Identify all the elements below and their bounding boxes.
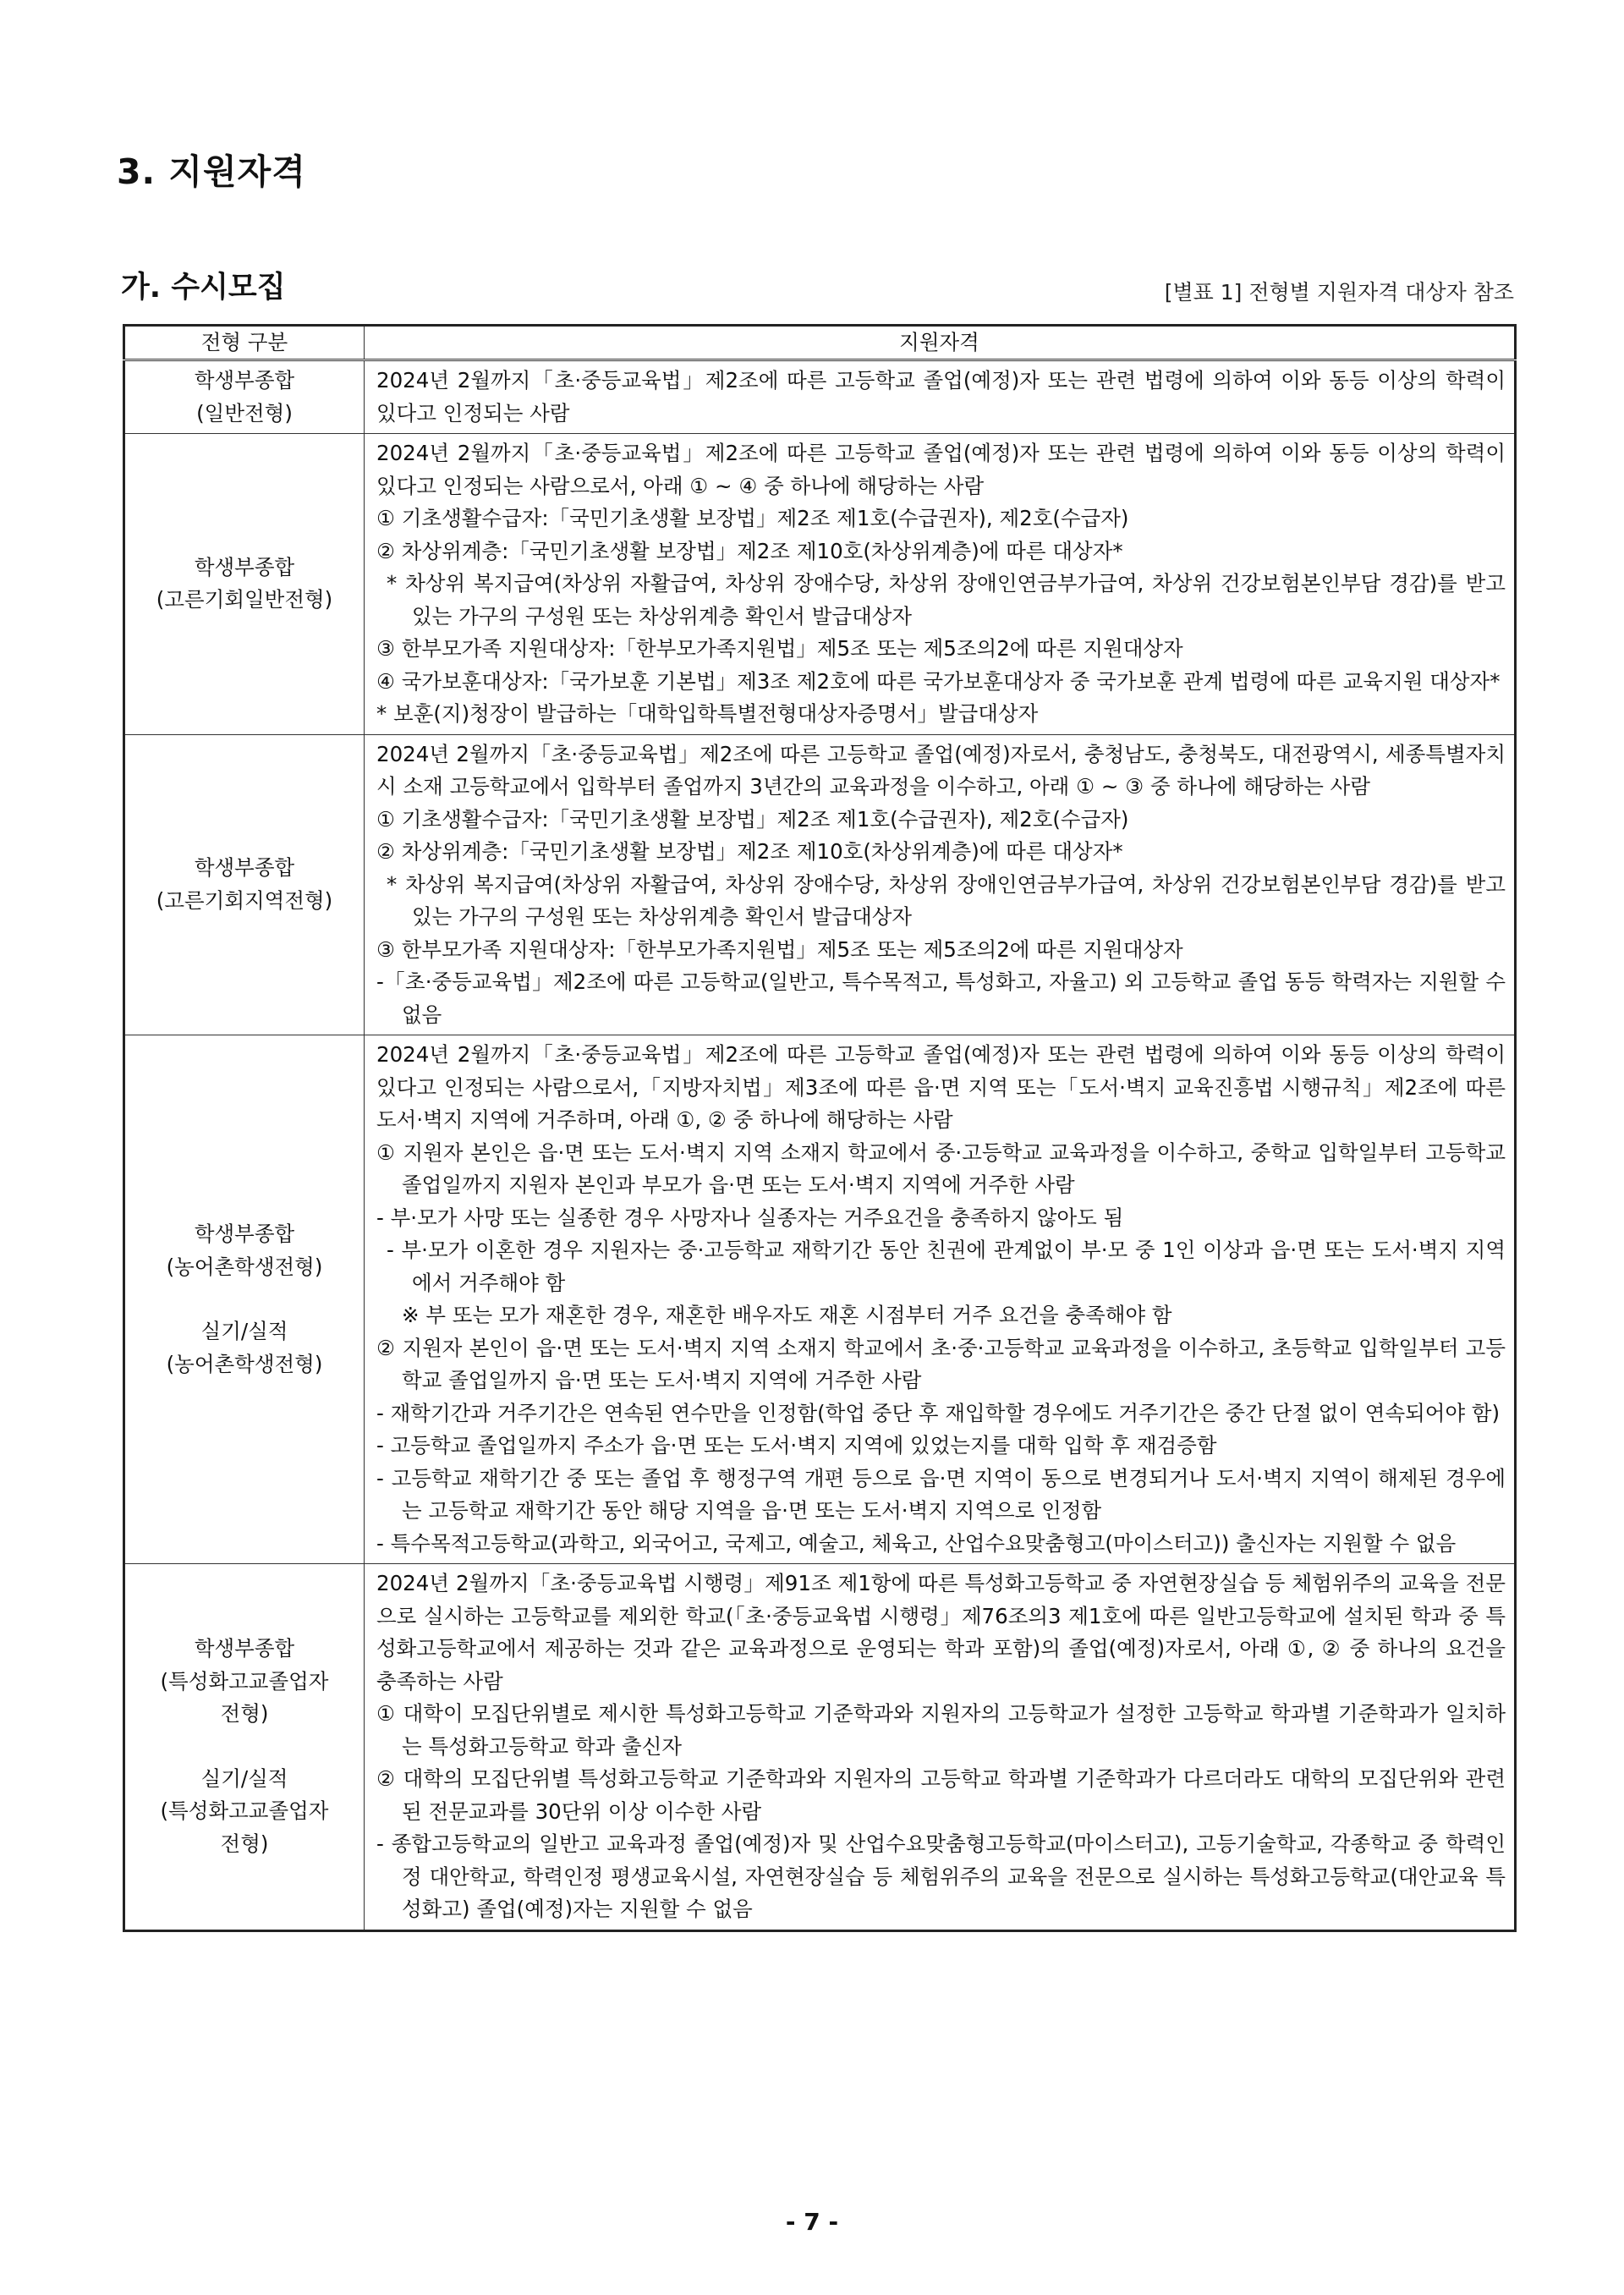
qualification-item: ② 차상위계층:「국민기초생활 보장법」제2조 제10호(차상위계층)에 따른 대상자*: [376, 538, 1123, 563]
qualification-item: - 특수목적고등학교(과학고, 외국어고, 국제고, 예술고, 체육고, 산업수요맞춤형고(마이스터고)) 출신자는 지원할 수 없음: [376, 1530, 1457, 1556]
admission-type-line: 학생부종합: [194, 1636, 295, 1661]
header-admission-type: 전형 구분: [124, 326, 365, 360]
qualification-item: ② 지원자 본인이 읍·면 또는 도서·벽지 지역 소재지 학교에서 초·중·고등학교 교육과정을 이수하고, 초등학교 입학일부터 고등학교 졸업일까지 읍·면 또는 도서·벽지 지역에 거주한 사람: [376, 1335, 1506, 1392]
qualification-item: * 보훈(지)청장이 발급하는「대학입학특별전형대상자증명서」발급대상자: [376, 701, 1039, 726]
admission-type-cell: [124, 360, 365, 434]
admission-type-line: 실기/실적: [200, 1319, 288, 1343]
admission-type-cell: [124, 734, 365, 1035]
table-header-row: [124, 326, 1516, 360]
qualification-item: ① 지원자 본인은 읍·면 또는 도서·벽지 지역 소재지 학교에서 중·고등학교 교육과정을 이수하고, 중학교 입학일부터 고등학교 졸업일까지 지원자 본인과 부모가 읍·면 또는 도서·벽지 지역에 거주한 사람: [376, 1139, 1506, 1197]
qualification-item: - 부·모가 이혼한 경우 지원자는 중·고등학교 재학기간 동안 친권에 관계없이 부·모 중 1인 이상과 읍·면 또는 도서·벽지 지역에서 거주해야 함: [387, 1238, 1506, 1295]
admission-type-line: 학생부종합: [194, 554, 295, 579]
qualification-cell: [365, 1035, 1516, 1564]
admission-type-cell: [124, 434, 365, 735]
qualification-cell: [365, 734, 1516, 1035]
admission-type-line: (특성화고교졸업자: [160, 1668, 329, 1694]
admission-type-line: (고른기회일반전형): [156, 587, 333, 612]
table-body: [124, 360, 1516, 1931]
qualification-item: * 차상위 복지급여(차상위 자활급여, 차상위 장애수당, 차상위 장애인연금부가급여, 차상위 건강보험본인부담 경감)를 받고 있는 가구의 구성원 또는 차상위계층 확인서 발급대상자: [387, 871, 1506, 929]
qualification-item: -「초·중등교육법」제2조에 따른 고등학교(일반고, 특수목적고, 특성화고, 자율고) 외 고등학교 졸업 동등 학력자는 지원할 수 없음: [376, 969, 1506, 1027]
page-number: - 7 -: [785, 2208, 839, 2236]
table-row: [124, 434, 1516, 735]
table-row: [124, 1564, 1516, 1931]
table-row: [124, 1035, 1516, 1564]
qualification-item: ① 대학이 모집단위별로 제시한 특성화고등학교 기준학과와 지원자의 고등학교가 설정한 고등학교 학과별 기준학과가 일치하는 특성화고등학교 학과 출신자: [376, 1701, 1506, 1759]
qualification-item: ① 기초생활수급자:「국민기초생활 보장법」제2조 제1호(수급권자), 제2호(수급자): [376, 806, 1129, 832]
qualification-item: - 고등학교 졸업일까지 주소가 읍·면 또는 도서·벽지 지역에 있었는지를 대학 입학 후 재검증함: [376, 1433, 1217, 1458]
header-qualification: 지원자격: [365, 326, 1516, 360]
admission-type-line: 학생부종합: [194, 855, 295, 881]
qualification-item: ① 기초생활수급자:「국민기초생활 보장법」제2조 제1호(수급권자), 제2호(수급자): [376, 506, 1129, 530]
qualification-table: [123, 324, 1517, 1932]
admission-type-line: 학생부종합: [194, 1222, 295, 1246]
qualification-cell: [365, 434, 1516, 735]
qualification-item: ※ 부 또는 모가 재혼한 경우, 재혼한 배우자도 재혼 시점부터 거주 요건을 충족해야 함: [402, 1303, 1172, 1327]
qualification-item: * 차상위 복지급여(차상위 자활급여, 차상위 장애수당, 차상위 장애인연금부가급여, 차상위 건강보험본인부담 경감)를 받고 있는 가구의 구성원 또는 차상위계층 확인서 발급대상자: [387, 571, 1506, 629]
admission-type-line: 전형): [220, 1831, 269, 1856]
admission-type-line: [130, 1731, 359, 1763]
qualification-item: - 종합고등학교의 일반고 교육과정 졸업(예정)자 및 산업수요맞춤형고등학교(마이스터고), 고등기술학교, 각종학교 중 학력인정 대안학교, 학력인정 평생교육시설, 자연현장실습 등 체험위주의 교육을 전문으로 실시하는 특성화고등학교(대안교육 특성화고) 졸업(예정)자는 지원할 수 없음: [376, 1831, 1506, 1921]
table-row: [124, 734, 1516, 1035]
admission-type-line: (농어촌학생전형): [166, 1254, 323, 1279]
admission-type-line: (일반전형): [196, 400, 293, 426]
qualification-item: - 재학기간과 거주기간은 연속된 연수만을 인정함(학업 중단 후 재입학할 경우에도 거주기간은 중간 단절 없이 연속되어야 함): [376, 1400, 1501, 1425]
qualification-item: 2024년 2월까지「초·중등교육법」제2조에 따른 고등학교 졸업(예정)자 또는 관련 법령에 의하여 이와 동등 이상의 학력이 있다고 인정되는 사람으로서,「지방자치법」제3조에 따른 읍·면 지역 또는「도서·벽지 교육진흥법 시행규칙」제2조에 따른 도서·벽지 지역에 거주하며, 아래 ①, ② 중 하나에 해당하는 사람: [376, 1042, 1506, 1132]
qualification-item: ② 대학의 모집단위별 특성화고등학교 기준학과와 지원자의 고등학교 학과별 기준학과가 다르더라도 대학의 모집단위와 관련된 전문교과를 30단위 이상 이수한 사람: [376, 1766, 1506, 1824]
qualification-item: - 부·모가 사망 또는 실종한 경우 사망자나 실종자는 거주요건을 충족하지 않아도 됨: [376, 1205, 1124, 1230]
admission-type-line: [130, 1283, 359, 1315]
admission-type-cell: [124, 1564, 365, 1931]
admission-type-line: (특성화고교졸업자: [160, 1798, 329, 1824]
qualification-item: 2024년 2월까지「초·중등교육법」제2조에 따른 고등학교 졸업(예정)자 또는 관련 법령에 의하여 이와 동등 이상의 학력이 있다고 인정되는 사람으로서, 아래 ① ~ ④ 중 하나에 해당하는 사람: [376, 441, 1506, 498]
qualification-item: ④ 국가보훈대상자:「국가보훈 기본법」제3조 제2호에 따른 국가보훈대상자 중 국가보훈 관계 법령에 따른 교육지원 대상자*: [376, 668, 1501, 694]
admission-type-line: 실기/실적: [200, 1765, 288, 1791]
qualification-item: 2024년 2월까지「초·중등교육법」제2조에 따른 고등학교 졸업(예정)자로서, 충청남도, 충청북도, 대전광역시, 세종특별자치시 소재 고등학교에서 입학부터 졸업까지 3년간의 교육과정을 이수하고, 아래 ① ~ ③ 중 하나에 해당하는 사람: [376, 741, 1506, 799]
admission-type-line: (고른기회지역전형): [156, 887, 333, 913]
qualification-item: 2024년 2월까지「초·중등교육법」제2조에 따른 고등학교 졸업(예정)자 또는 관련 법령에 의하여 이와 동등 이상의 학력이 있다고 인정되는 사람: [376, 368, 1506, 426]
qualification-item: ② 차상위계층:「국민기초생활 보장법」제2조 제10호(차상위계층)에 따른 대상자*: [376, 839, 1123, 864]
admission-type-line: 전형): [220, 1701, 269, 1727]
admission-type-line: (농어촌학생전형): [166, 1351, 323, 1376]
section-subheading: 가. 수시모집: [121, 271, 286, 305]
qualification-item: 2024년 2월까지「초·중등교육법 시행령」제91조 제1항에 따른 특성화고등학교 중 자연현장실습 등 체험위주의 교육을 전문으로 실시하는 고등학교를 제외한 학교(「초·중등교육법 시행령」제76조의3 제1호에 따른 일반고등학교에 설치된 학과 중 특성화고등학교에서 제공하는 것과 같은 교육과정으로 운영되는 학과 포함)의 졸업(예정)자로서, 아래 ①, ② 중 하나의 요건을 충족하는 사람: [376, 1571, 1506, 1694]
qualification-cell: [365, 1564, 1516, 1931]
admission-type-cell: [124, 1035, 365, 1564]
page-heading: 3. 지원자격: [117, 151, 306, 192]
admission-type-line: 학생부종합: [194, 368, 295, 393]
qualification-cell: [365, 360, 1516, 434]
qualification-item: ③ 한부모가족 지원대상자:「한부모가족지원법」제5조 또는 제5조의2에 따른 지원대상자: [376, 936, 1183, 962]
table-reference-note: [별표 1] 전형별 지원자격 대상자 참조: [1164, 280, 1514, 305]
qualification-item: ③ 한부모가족 지원대상자:「한부모가족지원법」제5조 또는 제5조의2에 따른 지원대상자: [376, 636, 1183, 661]
qualification-item: - 고등학교 재학기간 중 또는 졸업 후 행정구역 개편 등으로 읍·면 지역이 동으로 변경되거나 도서·벽지 지역이 해제된 경우에는 고등학교 재학기간 동안 해당 지역을 읍·면 또는 도서·벽지 지역으로 인정함: [376, 1465, 1506, 1523]
table-row: [124, 360, 1516, 434]
